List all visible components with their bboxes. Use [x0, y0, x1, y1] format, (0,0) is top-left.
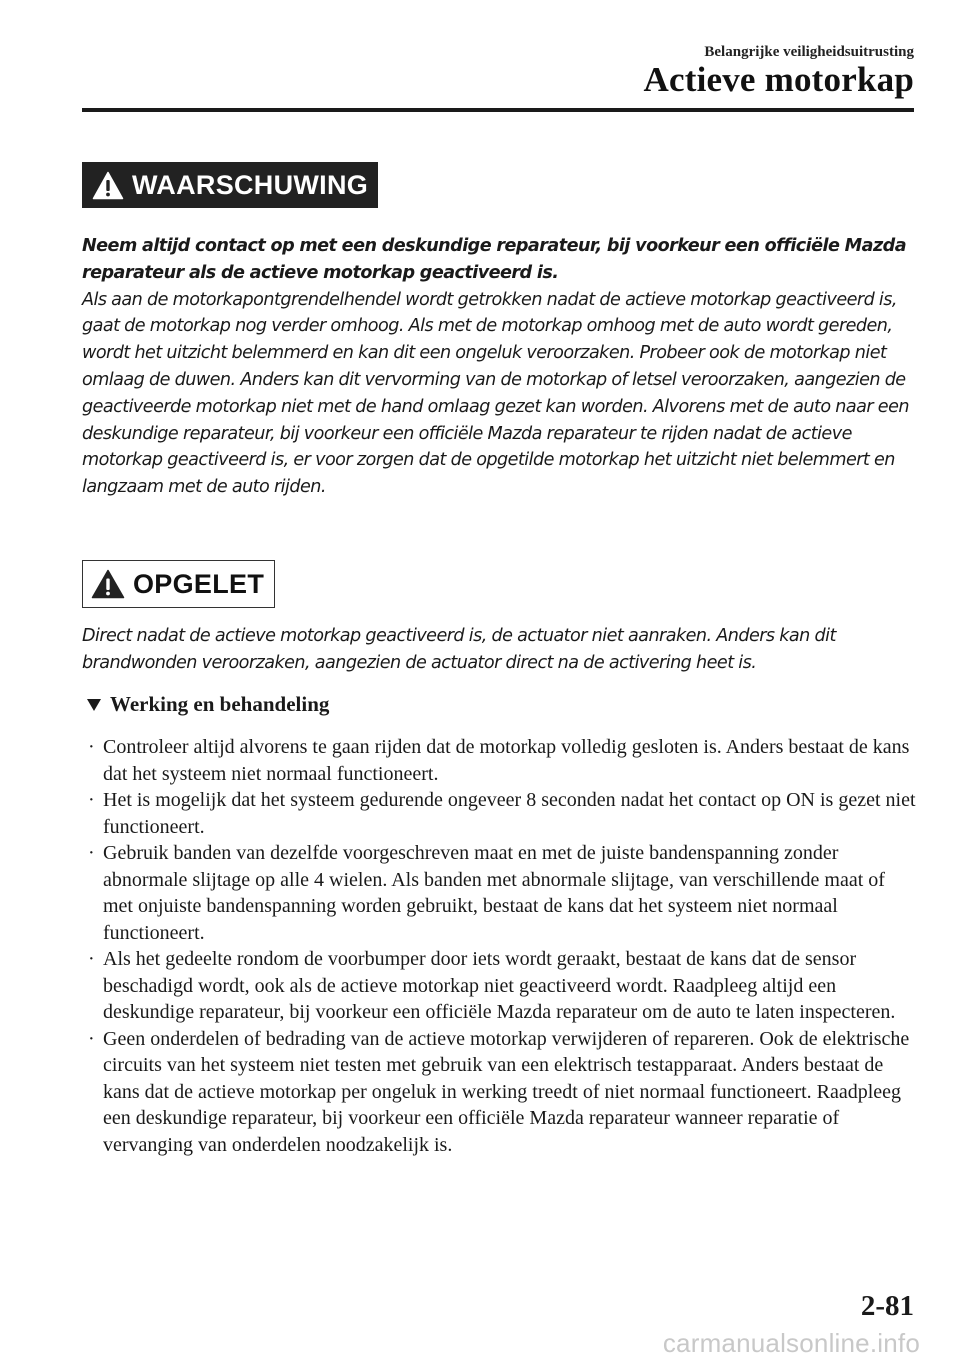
bullet-dot: ·: [88, 1027, 95, 1050]
warning-triangle-icon: [92, 171, 124, 200]
list-item-text: Als het gedeelte rondom de voorbumper door iets wordt geraakt, bestaat de kans dat de sensor beschadigd wordt, ook als de actieve motorkap niet geactiveerd wordt. Raadpleeg altijd een deskundige reparateur, bij voorkeur een officiële Mazda reparateur om de auto te laten inspecteren.: [103, 948, 896, 1023]
watermark: carmanualsonline.info: [662, 1328, 920, 1358]
caution-box: [82, 560, 275, 608]
list-item: [88, 734, 916, 787]
warning-box: [82, 162, 378, 208]
list-item: [88, 840, 916, 946]
bullet-dot: ·: [88, 842, 95, 864]
caution-text: Direct nadat de actieve motorkap geactiveerd is, de actuator niet aanraken. Anders kan dit brandwonden veroorzaken, aangezien de actuator direct na de activering heet is.: [82, 626, 836, 673]
warning-body-text: Als aan de motorkapontgrendelhendel wordt getrokken nadat de actieve motorkap geactiveerd is, gaat de motorkap nog verder omhoog. Als met de motorkap omhoog met de auto wordt gereden, wordt het uitzicht belemmerd en kan dit een ongeluk veroorzaken. Probeer ook de motorkap niet omlaag de duwen. Anders kan dit vervorming van de motorkap of letsel veroorzaken, aangezien de geactiveerde motorkap niet met de hand omlaag gezet kan worden. Alvorens met de auto naar een deskundige reparateur, bij voorkeur een officiële Mazda reparateur te rijden nadat de actieve motorkap geactiveerd is, er voor zorgen dat de opgetilde motorkap het uitzicht niet belemmert en langzaam met de auto rijden.: [82, 289, 909, 498]
warning-text-block: [82, 233, 922, 501]
caution-triangle-icon: [91, 569, 125, 599]
list-item-text: Controleer altijd alvorens te gaan rijden dat de motorkap volledig gesloten is. Anders bestaat de kans dat het systeem niet normaal functioneert.: [103, 736, 910, 785]
caution-label: OPGELET: [133, 568, 265, 599]
warning-label: WAARSCHUWING: [132, 169, 369, 200]
section-heading-label: Werking en behandeling: [110, 692, 330, 716]
triangle-down-icon: [86, 698, 102, 712]
bullet-dot: ·: [88, 736, 95, 758]
section-heading: [86, 692, 329, 717]
list-item-text: Geen onderdelen of bedrading van de actieve motorkap verwijderen of repareren. Ook de elektrische circuits van het systeem niet testen met gebruik van een elektrisch testapparaat. Anders bestaat de kans dat de actieve motorkap per ongeluk in werking treedt of niet normaal functioneert. Raadpleeg een deskundige reparateur, bij voorkeur een officiële Mazda reparateur wanneer reparatie of vervanging van onderdelen noodzakelijk is.: [103, 1027, 910, 1156]
header-rule: [82, 108, 914, 112]
bullet-dot: ·: [88, 789, 95, 811]
list-item: [88, 946, 916, 1026]
list-item: [88, 787, 916, 840]
running-header-section: Belangrijke veiligheidsuitrusting: [704, 44, 914, 60]
bullet-dot: ·: [88, 948, 95, 970]
list-item: [88, 1026, 916, 1159]
bullet-list: [88, 734, 916, 1158]
page-title: Actieve motorkap: [643, 60, 914, 99]
warning-bold-text: Neem altijd contact op met een deskundige reparateur, bij voorkeur een officiële Mazda reparateur als de actieve motorkap geactiveerd is.: [82, 236, 907, 283]
list-item-text: Gebruik banden van dezelfde voorgeschreven maat en met de juiste bandenspanning zonder abnormale slijtage op alle 4 wielen. Als banden met abnormale slijtage, van verschillende maat of met onjuiste bandenspanning worden gebruikt, bestaat de kans dat het systeem niet normaal functioneert.: [103, 842, 885, 944]
page-number: 2-81: [860, 1290, 914, 1322]
list-item-text: Het is mogelijk dat het systeem gedurende ongeveer 8 seconden nadat het contact op ON is gezet niet functioneert.: [103, 789, 916, 838]
